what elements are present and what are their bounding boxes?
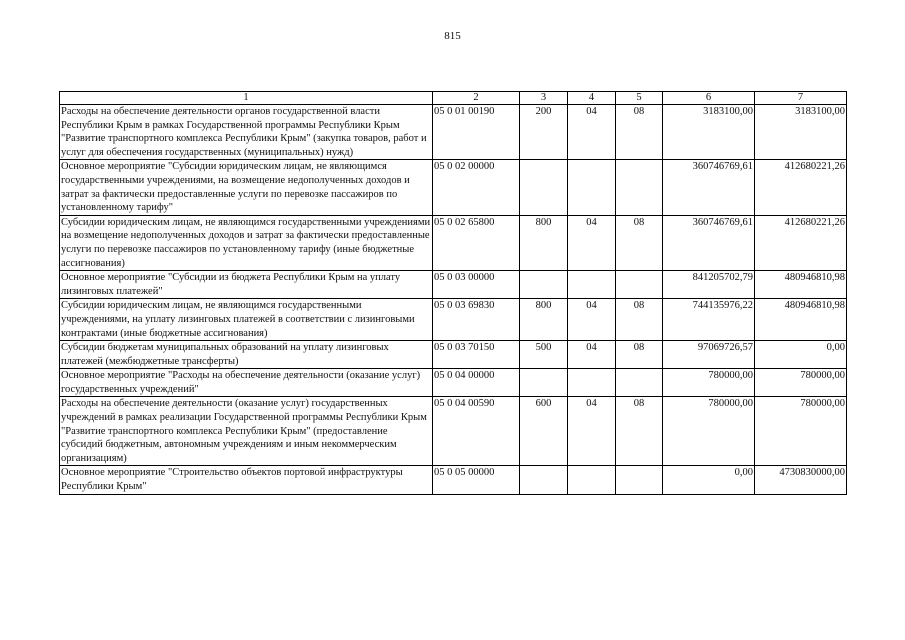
table-row bbox=[60, 466, 847, 494]
row-name-cell: Основное мероприятие "Субсидии из бюджета Республики Крым на уплату лизинговых платежей" bbox=[60, 271, 433, 299]
row-amount-7-cell: 412680221,26 bbox=[755, 215, 847, 270]
row-col3-cell: 800 bbox=[520, 215, 568, 270]
table-row bbox=[60, 341, 847, 369]
table-row bbox=[60, 271, 847, 299]
row-name-cell: Субсидии юридическим лицам, не являющимся государственными учреждениями на возмещение недополученных доходов и затрат за фактически предоставленные услуги по перевозке пассажиров по установленному тарифу (иные бюджетные ассигнования) bbox=[60, 215, 433, 270]
row-col5-cell: 08 bbox=[616, 105, 663, 160]
row-code-cell: 05 0 04 00590 bbox=[433, 397, 520, 466]
row-name-cell: Основное мероприятие "Субсидии юридическим лицам, не являющимся государственными учреждениями, на возмещение недополученных доходов и затрат за фактически предоставленные услуги по перевозке пассажиров по установленному тарифу" bbox=[60, 160, 433, 215]
row-col5-cell bbox=[616, 271, 663, 299]
row-col5-cell bbox=[616, 369, 663, 397]
row-col5-cell bbox=[616, 466, 663, 494]
row-col3-cell: 500 bbox=[520, 341, 568, 369]
row-col4-cell bbox=[568, 271, 616, 299]
table-row bbox=[60, 397, 847, 466]
row-col4-cell: 04 bbox=[568, 105, 616, 160]
row-code-cell: 05 0 04 00000 bbox=[433, 369, 520, 397]
row-amount-6-cell: 744135976,22 bbox=[663, 299, 755, 341]
row-col3-cell bbox=[520, 271, 568, 299]
row-amount-7-cell: 3183100,00 bbox=[755, 105, 847, 160]
row-amount-7-cell: 780000,00 bbox=[755, 397, 847, 466]
row-amount-6-cell: 0,00 bbox=[663, 466, 755, 494]
row-code-cell: 05 0 03 70150 bbox=[433, 341, 520, 369]
table-row bbox=[60, 105, 847, 160]
row-col5-cell: 08 bbox=[616, 341, 663, 369]
row-amount-7-cell: 480946810,98 bbox=[755, 299, 847, 341]
table-row bbox=[60, 160, 847, 215]
row-col3-cell: 800 bbox=[520, 299, 568, 341]
header-col-4: 4 bbox=[568, 92, 616, 105]
table-body bbox=[60, 105, 847, 495]
row-col3-cell bbox=[520, 466, 568, 494]
row-amount-6-cell: 360746769,61 bbox=[663, 215, 755, 270]
row-amount-6-cell: 780000,00 bbox=[663, 397, 755, 466]
page-number: 815 bbox=[444, 30, 461, 42]
table-row bbox=[60, 369, 847, 397]
header-col-7: 7 bbox=[755, 92, 847, 105]
row-name-cell: Расходы на обеспечение деятельности (оказание услуг) государственных учреждений в рамках реализации Государственной программы Республики Крым "Развитие транспортного комплекса Республики Крым" (предоставление субсидий бюджетным, автономным учреждениям и иным некоммерческим организациям) bbox=[60, 397, 433, 466]
row-col4-cell: 04 bbox=[568, 397, 616, 466]
row-amount-6-cell: 360746769,61 bbox=[663, 160, 755, 215]
row-col5-cell bbox=[616, 160, 663, 215]
row-name-cell: Основное мероприятие "Строительство объектов портовой инфраструктуры Республики Крым" bbox=[60, 466, 433, 494]
row-col4-cell bbox=[568, 466, 616, 494]
row-col5-cell: 08 bbox=[616, 299, 663, 341]
header-col-3: 3 bbox=[520, 92, 568, 105]
row-col4-cell: 04 bbox=[568, 299, 616, 341]
row-amount-7-cell: 4730830000,00 bbox=[755, 466, 847, 494]
header-col-6: 6 bbox=[663, 92, 755, 105]
row-code-cell: 05 0 05 00000 bbox=[433, 466, 520, 494]
header-row bbox=[60, 92, 847, 105]
header-col-2: 2 bbox=[433, 92, 520, 105]
row-col5-cell: 08 bbox=[616, 215, 663, 270]
row-col4-cell bbox=[568, 160, 616, 215]
row-amount-6-cell: 841205702,79 bbox=[663, 271, 755, 299]
table-row bbox=[60, 299, 847, 341]
row-amount-7-cell: 0,00 bbox=[755, 341, 847, 369]
row-name-cell: Основное мероприятие "Расходы на обеспечение деятельности (оказание услуг) государственных учреждений" bbox=[60, 369, 433, 397]
row-name-cell: Расходы на обеспечение деятельности органов государственной власти Республики Крым в рамках Государственной программы Республики Крым "Развитие транспортного комплекса Республики Крым" (закупка товаров, работ и услуг для обеспечения государственных (муниципальных) нужд) bbox=[60, 105, 433, 160]
row-amount-7-cell: 480946810,98 bbox=[755, 271, 847, 299]
row-name-cell: Субсидии бюджетам муниципальных образований на уплату лизинговых платежей (межбюджетные трансферты) bbox=[60, 341, 433, 369]
row-code-cell: 05 0 01 00190 bbox=[433, 105, 520, 160]
row-code-cell: 05 0 02 00000 bbox=[433, 160, 520, 215]
row-name-cell: Субсидии юридическим лицам, не являющимся государственными учреждениями, на уплату лизинговых платежей в соответствии с лизинговыми контрактами (иные бюджетные ассигнования) bbox=[60, 299, 433, 341]
row-col4-cell bbox=[568, 369, 616, 397]
budget-table bbox=[59, 91, 847, 495]
row-col3-cell: 200 bbox=[520, 105, 568, 160]
row-col3-cell bbox=[520, 369, 568, 397]
row-amount-7-cell: 780000,00 bbox=[755, 369, 847, 397]
row-code-cell: 05 0 03 69830 bbox=[433, 299, 520, 341]
row-amount-7-cell: 412680221,26 bbox=[755, 160, 847, 215]
header-col-1: 1 bbox=[60, 92, 433, 105]
row-col4-cell: 04 bbox=[568, 215, 616, 270]
row-col3-cell bbox=[520, 160, 568, 215]
row-code-cell: 05 0 02 65800 bbox=[433, 215, 520, 270]
row-code-cell: 05 0 03 00000 bbox=[433, 271, 520, 299]
header-col-5: 5 bbox=[616, 92, 663, 105]
row-amount-6-cell: 780000,00 bbox=[663, 369, 755, 397]
table-row bbox=[60, 215, 847, 270]
row-col5-cell: 08 bbox=[616, 397, 663, 466]
row-amount-6-cell: 3183100,00 bbox=[663, 105, 755, 160]
row-col4-cell: 04 bbox=[568, 341, 616, 369]
row-col3-cell: 600 bbox=[520, 397, 568, 466]
row-amount-6-cell: 97069726,57 bbox=[663, 341, 755, 369]
